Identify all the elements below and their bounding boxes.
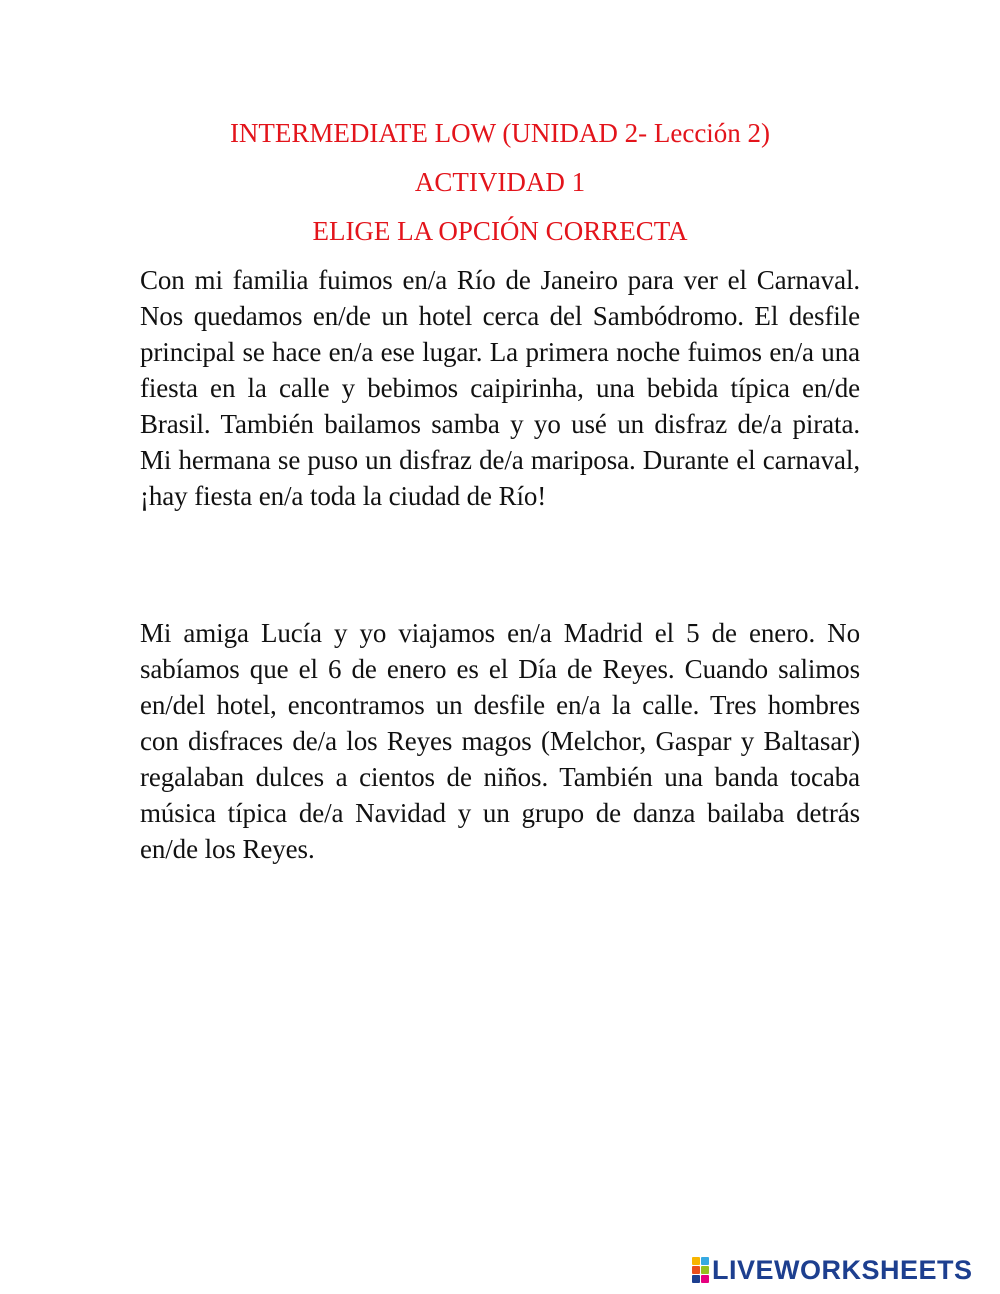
logo-square xyxy=(692,1275,700,1283)
logo-square xyxy=(701,1275,709,1283)
paragraph-rio: Con mi familia fuimos en/a Río de Janeiro para ver el Carnaval. Nos quedamos en/de un hotel cerca del Sambódromo. El desfile principal se hace en/a ese lugar. La primera noche fuimos en/a una fiesta en la calle y bebimos caipirinha, una bebida típica en/de Brasil. También bailamos samba y yo usé un disfraz de/a pirata. Mi hermana se puso un disfraz de/a mariposa. Durante el carnaval, ¡hay fiesta en/a toda la ciudad de Río! xyxy=(140,265,860,511)
liveworksheets-logo xyxy=(692,1255,973,1285)
instruction-title: ELIGE LA OPCIÓN CORRECTA xyxy=(312,216,688,246)
page-title: INTERMEDIATE LOW (UNIDAD 2- Lección 2) xyxy=(229,118,771,148)
liveworksheets-logo-text: LIVEWORKSHEETS xyxy=(712,1254,973,1285)
liveworksheets-logo-icon xyxy=(692,1257,709,1283)
activity-title: ACTIVIDAD 1 xyxy=(414,167,586,197)
logo-square xyxy=(692,1266,700,1274)
logo-square xyxy=(692,1257,700,1265)
logo-square xyxy=(701,1266,709,1274)
paragraph-madrid: Mi amiga Lucía y yo viajamos en/a Madrid el 5 de enero. No sabíamos que el 6 de enero es el Día de Reyes. Cuando salimos en/del hotel, encontramos un desfile en/a la calle. Tres hombres con disfraces de/a los Reyes magos (Melchor, Gaspar y Baltasar) regalaban dulces a cientos de niños. También una banda tocaba música típica de/a Navidad y un grupo de danza bailaba detrás en/de los Reyes. xyxy=(140,618,860,864)
logo-square xyxy=(701,1257,709,1265)
